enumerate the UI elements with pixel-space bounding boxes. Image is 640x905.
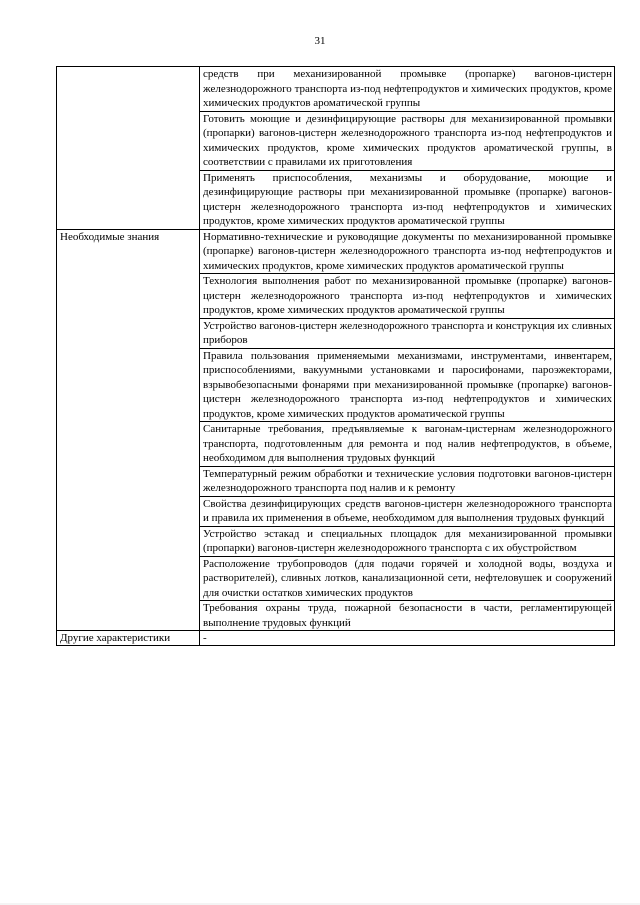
- row-text: Правила пользования применяемыми механизмами, инструментами, инвентарем, приспособлениями, вакуумными установками и паросифонами, пароэжекторами, взрывобезопасными фонарями при механизированной промывке (пропарке) вагонов-цистерн железнодорожного транспорта из-под нефтепродуктов и химических продуктов, кроме химических продуктов ароматической группы: [200, 348, 615, 422]
- row-text: -: [200, 631, 615, 646]
- row-text: Санитарные требования, предъявляемые к вагонам-цистернам железнодорожного транспорта, подготовленным для ремонта и под налив нефтепродуктов, в объеме, необходимом для выполнения трудовых функций: [200, 422, 615, 467]
- row-text: Требования охраны труда, пожарной безопасности в части, регламентирующей выполнение трудовых функций: [200, 601, 615, 631]
- page-number: 31: [314, 35, 326, 47]
- row-label-necessary-knowledge: Необходимые знания: [57, 229, 200, 631]
- row-label-other-characteristics: Другие характеристики: [57, 631, 200, 646]
- table-row: [57, 631, 615, 646]
- row-label: [57, 67, 200, 230]
- row-text: Температурный режим обработки и технические условия подготовки вагонов-цистерн железнодорожного транспорта под налив и к ремонту: [200, 466, 615, 496]
- table-row: [57, 67, 615, 112]
- row-text: Применять приспособления, механизмы и оборудование, моющие и дезинфицирующие растворы при механизированной промывке (пропарке) вагонов-цистерн железнодорожного транспорта из-под нефтепродуктов и химических продуктов, кроме химических продуктов ароматической группы: [200, 170, 615, 229]
- row-text: Устройство эстакад и специальных площадок для механизированной промывки (пропарки) вагонов-цистерн железнодорожного транспорта с их обустройством: [200, 526, 615, 556]
- table-row: [57, 229, 615, 274]
- row-text: Нормативно-технические и руководящие документы по механизированной промывке (пропарке) вагонов-цистерн железнодорожного транспорта из-под нефтепродуктов и химических продуктов, кроме химических продуктов ароматической группы: [200, 229, 615, 274]
- requirements-table: [56, 66, 615, 646]
- row-text: Расположение трубопроводов (для подачи горячей и холодной воды, воздуха и растворителей), сливных лотков, канализационной сети, нефтеловушек и сооружений для очистки остатков химических продуктов: [200, 556, 615, 601]
- row-text: Технология выполнения работ по механизированной промывке (пропарке) вагонов-цистерн железнодорожного транспорта из-под нефтепродуктов и химических продуктов, кроме химических продуктов ароматической группы: [200, 274, 615, 319]
- row-text: Готовить моющие и дезинфицирующие растворы для механизированной промывки (пропарки) вагонов-цистерн железнодорожного транспорта из-под нефтепродуктов и химических продуктов, кроме химических продуктов ароматической группы, в соответствии с правилами их приготовления: [200, 111, 615, 170]
- row-text: Свойства дезинфицирующих средств вагонов-цистерн железнодорожного транспорта и правила их применения в объеме, необходимом для выполнения трудовых функций: [200, 496, 615, 526]
- row-text: средств при механизированной промывке (пропарке) вагонов-цистерн железнодорожного транспорта из-под нефтепродуктов и химических продуктов, кроме химических продуктов ароматической группы: [200, 67, 615, 112]
- row-text: Устройство вагонов-цистерн железнодорожного транспорта и конструкция их сливных приборов: [200, 318, 615, 348]
